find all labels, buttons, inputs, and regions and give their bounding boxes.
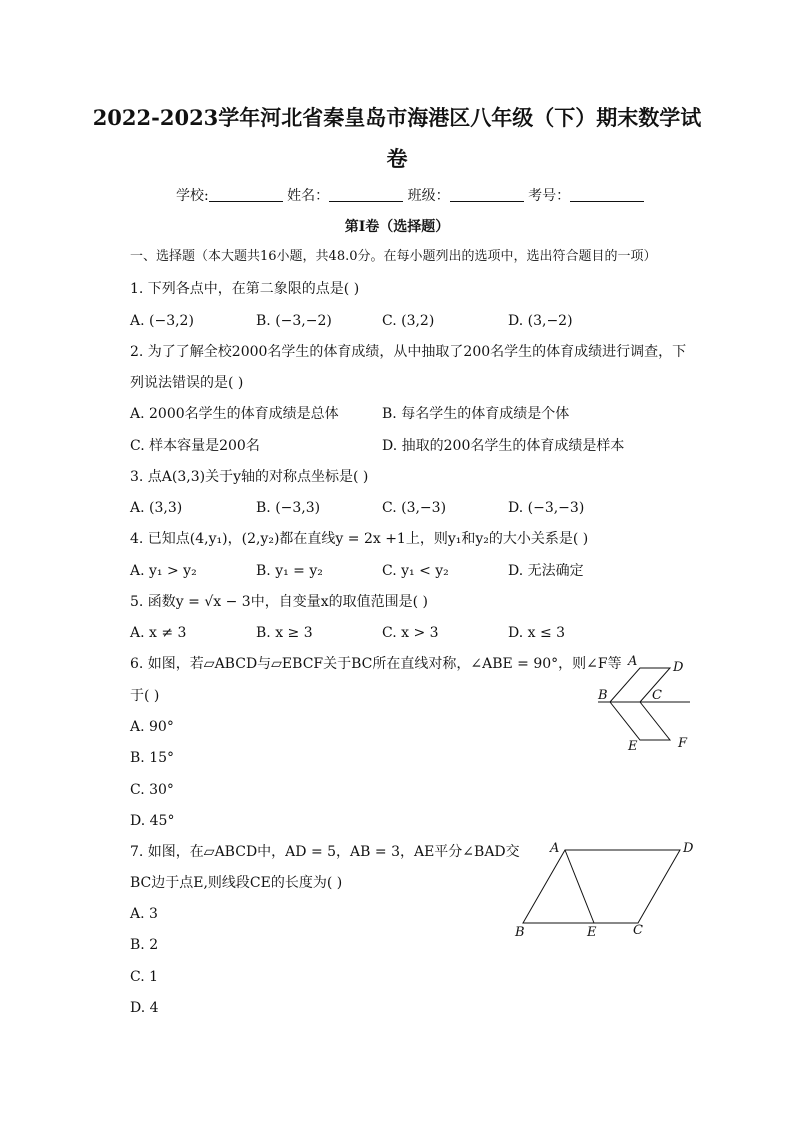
q3-option-b[interactable]: B. (−3,3): [256, 500, 321, 516]
label-a: A: [628, 654, 638, 669]
question-7-stem-continued: BC边于点E,则线段CE的长度为( ): [130, 875, 343, 891]
question-2-stem-continued: 列说法错误的是( ): [130, 375, 244, 391]
section-title: 第I卷（选择题）: [344, 219, 450, 235]
document-title: 2022-2023学年河北省秦皇岛市海港区八年级（下）期末数学试: [92, 105, 702, 130]
question-1-stem: 1. 下列各点中，在第二象限的点是( ): [130, 281, 360, 297]
parallelogram-ebcf: [610, 702, 670, 740]
label-c: C: [633, 923, 643, 938]
q4-option-c[interactable]: C. y₁ < y₂: [382, 563, 449, 579]
exam-number-label: 考号：: [528, 188, 571, 204]
parallelogram-abcd: [523, 850, 680, 923]
class-label: 班级：: [407, 188, 450, 204]
q7-option-c[interactable]: C. 1: [130, 969, 159, 985]
label-b: B: [515, 925, 525, 940]
exam-number-blank[interactable]: [570, 187, 644, 202]
label-e: E: [628, 739, 638, 754]
q6-option-a[interactable]: A. 90°: [130, 719, 174, 735]
q1-option-b[interactable]: B. (−3,−2): [256, 313, 332, 329]
question-4-stem: 4. 已知点(4,y₁)，(2,y₂)都在直线y = 2x +1上，则y₁和y₂的大小关系是( ): [130, 531, 589, 547]
school-blank[interactable]: [209, 187, 283, 202]
label-f: F: [678, 736, 688, 751]
school-label: 学校:: [176, 188, 209, 204]
q7-option-d[interactable]: D. 4: [130, 1000, 159, 1016]
part-heading: 一、选择题（本大题共16小题，共48.0分。在每小题列出的选项中，选出符合题目的一项）: [130, 249, 657, 264]
document-title-continued: 卷: [386, 146, 408, 171]
q6-option-c[interactable]: C. 30°: [130, 782, 174, 798]
question-6-stem: 6. 如图，若▱ABCD与▱EBCF关于BC所在直线对称，∠ABE = 90°，则∠F等: [130, 656, 622, 672]
q5-option-c[interactable]: C. x > 3: [382, 625, 439, 641]
q5-option-b[interactable]: B. x ≥ 3: [256, 625, 313, 641]
q3-option-d[interactable]: D. (−3,−3): [508, 500, 585, 516]
label-d: D: [673, 660, 684, 675]
q2-option-d[interactable]: D. 抽取的200名学生的体育成绩是样本: [382, 438, 625, 454]
student-info-row: [176, 186, 644, 206]
q3-option-c[interactable]: C. (3,−3): [382, 500, 447, 516]
q1-option-d[interactable]: D. (3,−2): [508, 313, 573, 329]
label-d: D: [683, 841, 694, 856]
label-e: E: [587, 925, 597, 940]
label-a: A: [550, 841, 560, 856]
q5-option-d[interactable]: D. x ≤ 3: [508, 625, 566, 641]
q1-option-c[interactable]: C. (3,2): [382, 313, 435, 329]
q6-option-b[interactable]: B. 15°: [130, 750, 175, 766]
q1-option-a[interactable]: A. (−3,2): [130, 313, 194, 329]
segment-ae: [565, 850, 594, 923]
q7-option-b[interactable]: B. 2: [130, 937, 159, 953]
q7-option-a[interactable]: A. 3: [130, 906, 158, 922]
name-blank[interactable]: [329, 187, 403, 202]
q6-option-d[interactable]: D. 45°: [130, 813, 175, 829]
question-3-stem: 3. 点A(3,3)关于y轴的对称点坐标是( ): [130, 469, 369, 485]
q4-option-b[interactable]: B. y₁ = y₂: [256, 563, 323, 579]
question-7-figure: [505, 835, 705, 945]
label-c: C: [652, 688, 662, 703]
q2-option-b[interactable]: B. 每名学生的体育成绩是个体: [382, 406, 570, 422]
q4-option-a[interactable]: A. y₁ > y₂: [130, 563, 197, 579]
label-b: B: [598, 688, 608, 703]
question-6-figure: [590, 650, 700, 755]
question-2-stem: 2. 为了了解全校2000名学生的体育成绩，从中抽取了200名学生的体育成绩进行调查，下: [130, 344, 687, 360]
name-label: 姓名：: [287, 188, 330, 204]
q2-option-a[interactable]: A. 2000名学生的体育成绩是总体: [130, 406, 339, 422]
question-6-stem-continued: 于( ): [130, 688, 160, 704]
q5-option-a[interactable]: A. x ≠ 3: [130, 625, 187, 641]
q2-option-c[interactable]: C. 样本容量是200名: [130, 438, 260, 454]
question-5-stem: 5. 函数y = √x − 3中，自变量x的取值范围是( ): [130, 594, 428, 610]
q3-option-a[interactable]: A. (3,3): [130, 500, 183, 516]
class-blank[interactable]: [450, 187, 524, 202]
q4-option-d[interactable]: D. 无法确定: [508, 563, 584, 579]
question-7-stem: 7. 如图，在▱ABCD中，AD = 5，AB = 3，AE平分∠BAD交: [130, 844, 520, 860]
